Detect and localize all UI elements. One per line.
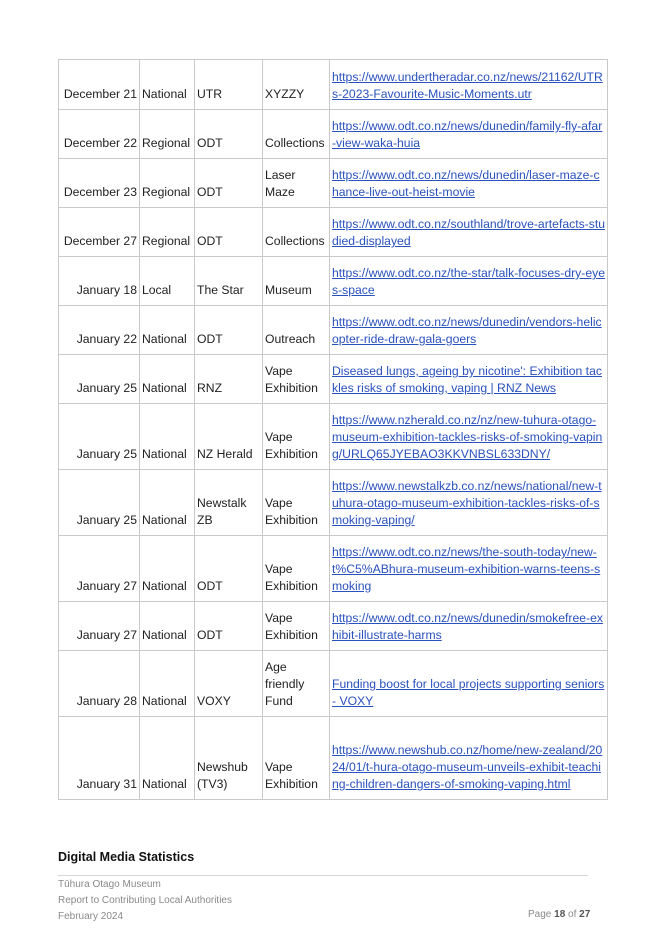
table-row xyxy=(59,651,608,717)
reach-cell: National xyxy=(140,602,195,651)
link-cell xyxy=(330,536,608,602)
date-cell: December 27 xyxy=(59,208,140,257)
table-row xyxy=(59,470,608,536)
table-row xyxy=(59,717,608,800)
table-row xyxy=(59,110,608,159)
footer xyxy=(58,877,232,925)
reach-cell: National xyxy=(140,404,195,470)
topic-cell: Vape Exhibition xyxy=(263,536,330,602)
outlet-cell: Newshub (TV3) xyxy=(195,717,263,800)
topic-cell: Vape Exhibition xyxy=(263,717,330,800)
date-cell: January 25 xyxy=(59,470,140,536)
reach-cell: National xyxy=(140,536,195,602)
reach-cell: National xyxy=(140,651,195,717)
table-row xyxy=(59,257,608,306)
date-cell: December 23 xyxy=(59,159,140,208)
topic-cell: Collections xyxy=(263,110,330,159)
reach-cell: National xyxy=(140,306,195,355)
article-link[interactable]: Diseased lungs, ageing by nicotine': Exhibition tackles risks of smoking, vaping | RNZ News xyxy=(332,364,602,395)
reach-cell: Regional xyxy=(140,110,195,159)
date-cell: December 22 xyxy=(59,110,140,159)
table-row xyxy=(59,404,608,470)
date-cell: January 25 xyxy=(59,355,140,404)
table-row xyxy=(59,159,608,208)
outlet-cell: VOXY xyxy=(195,651,263,717)
topic-cell: Vape Exhibition xyxy=(263,470,330,536)
link-cell xyxy=(330,355,608,404)
date-cell: January 31 xyxy=(59,717,140,800)
outlet-cell: The Star xyxy=(195,257,263,306)
reach-cell: Local xyxy=(140,257,195,306)
date-cell: January 25 xyxy=(59,404,140,470)
media-coverage-table xyxy=(58,59,608,800)
page-number xyxy=(528,909,590,920)
topic-cell: Age friendly Fund xyxy=(263,651,330,717)
link-cell xyxy=(330,404,608,470)
link-cell xyxy=(330,470,608,536)
reach-cell: Regional xyxy=(140,159,195,208)
outlet-cell: UTR xyxy=(195,60,263,110)
topic-cell: Vape Exhibition xyxy=(263,602,330,651)
article-link[interactable]: https://www.odt.co.nz/news/dunedin/family-fly-afar-view-waka-huia xyxy=(332,119,603,150)
table-row xyxy=(59,306,608,355)
article-link[interactable]: https://www.newshub.co.nz/home/new-zealand/2024/01/t-hura-otago-museum-unveils-exhibit-teaching-children-dangers-of-smoking-vaping.html xyxy=(332,743,603,791)
link-cell xyxy=(330,306,608,355)
article-link[interactable]: https://www.odt.co.nz/news/dunedin/smokefree-exhibit-illustrate-harms xyxy=(332,611,603,642)
topic-cell: Museum xyxy=(263,257,330,306)
article-link[interactable]: https://www.nzherald.co.nz/nz/new-tuhura-otago-museum-exhibition-tackles-risks-of-smoking-vaping/URLQ65JYEBAO3KKVNBSL633DNY/ xyxy=(332,413,603,461)
date-cell: January 22 xyxy=(59,306,140,355)
page-of: of xyxy=(568,909,577,920)
outlet-cell: ODT xyxy=(195,602,263,651)
reach-cell: National xyxy=(140,470,195,536)
table-row xyxy=(59,208,608,257)
article-link[interactable]: https://www.odt.co.nz/news/the-south-today/new-t%C5%ABhura-museum-exhibition-warns-teens-smoking xyxy=(332,545,601,593)
table-row xyxy=(59,60,608,110)
link-cell xyxy=(330,602,608,651)
outlet-cell: ODT xyxy=(195,159,263,208)
date-cell: January 28 xyxy=(59,651,140,717)
footer-report: Report to Contributing Local Authorities xyxy=(58,895,232,906)
date-cell: January 27 xyxy=(59,602,140,651)
article-link[interactable]: https://www.odt.co.nz/southland/trove-artefacts-studied-displayed xyxy=(332,217,605,248)
outlet-cell: ODT xyxy=(195,110,263,159)
link-cell xyxy=(330,651,608,717)
table-row xyxy=(59,355,608,404)
date-cell: January 27 xyxy=(59,536,140,602)
article-link[interactable]: https://www.newstalkzb.co.nz/news/national/new-tuhura-otago-museum-exhibition-tackles-risks-of-smoking-vaping/ xyxy=(332,479,602,527)
date-cell: January 18 xyxy=(59,257,140,306)
date-cell: December 21 xyxy=(59,60,140,110)
link-cell xyxy=(330,208,608,257)
reach-cell: National xyxy=(140,60,195,110)
outlet-cell: ODT xyxy=(195,306,263,355)
table-row xyxy=(59,602,608,651)
link-cell xyxy=(330,60,608,110)
footer-date: February 2024 xyxy=(58,911,124,922)
footer-org: Tūhura Otago Museum xyxy=(58,879,161,890)
reach-cell: National xyxy=(140,355,195,404)
page-prefix: Page xyxy=(528,909,552,920)
table-row xyxy=(59,536,608,602)
article-link[interactable]: https://www.odt.co.nz/news/dunedin/vendors-helicopter-ride-draw-gala-goers xyxy=(332,315,602,346)
outlet-cell: Newstalk ZB xyxy=(195,470,263,536)
page-current: 18 xyxy=(554,909,566,920)
footer-divider xyxy=(58,875,588,876)
topic-cell: Laser Maze xyxy=(263,159,330,208)
link-cell xyxy=(330,110,608,159)
reach-cell: Regional xyxy=(140,208,195,257)
reach-cell: National xyxy=(140,717,195,800)
link-cell xyxy=(330,159,608,208)
outlet-cell: RNZ xyxy=(195,355,263,404)
topic-cell: Collections xyxy=(263,208,330,257)
article-link[interactable]: https://www.odt.co.nz/news/dunedin/laser-maze-chance-live-out-heist-movie xyxy=(332,168,600,199)
topic-cell: XYZZY xyxy=(263,60,330,110)
section-heading: Digital Media Statistics xyxy=(58,850,195,864)
outlet-cell: ODT xyxy=(195,208,263,257)
link-cell xyxy=(330,717,608,800)
article-link[interactable]: https://www.odt.co.nz/the-star/talk-focuses-dry-eyes-space xyxy=(332,266,605,297)
page-total: 27 xyxy=(579,909,591,920)
topic-cell: Outreach xyxy=(263,306,330,355)
topic-cell: Vape Exhibition xyxy=(263,355,330,404)
outlet-cell: NZ Herald xyxy=(195,404,263,470)
topic-cell: Vape Exhibition xyxy=(263,404,330,470)
link-cell xyxy=(330,257,608,306)
outlet-cell: ODT xyxy=(195,536,263,602)
article-link[interactable]: Funding boost for local projects supporting seniors - VOXY xyxy=(332,677,605,708)
article-link[interactable]: https://www.undertheradar.co.nz/news/21162/UTRs-2023-Favourite-Music-Moments.utr xyxy=(332,70,603,101)
